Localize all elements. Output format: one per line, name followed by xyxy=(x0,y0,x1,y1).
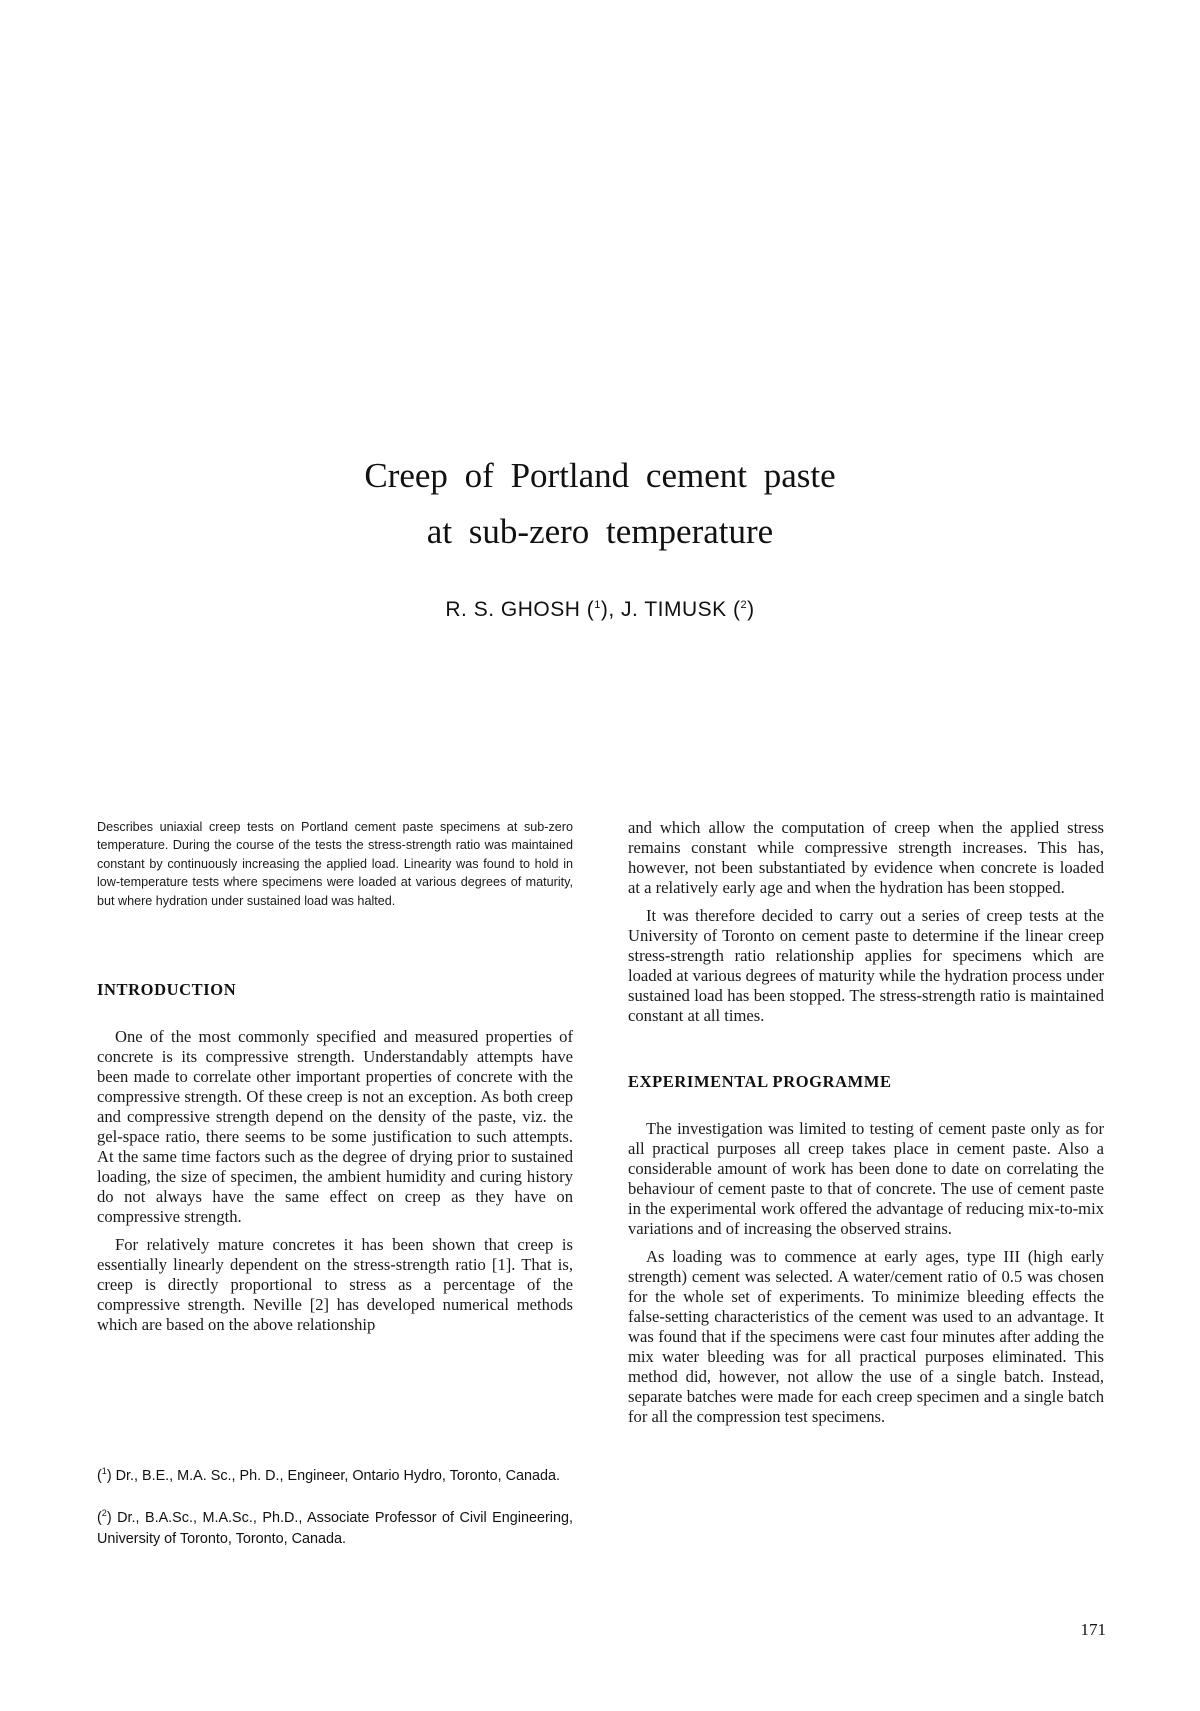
author-1: R. S. GHOSH xyxy=(445,598,581,621)
author-2-footnote-mark: ($^2$) xyxy=(733,598,755,621)
introduction-heading: INTRODUCTION xyxy=(97,980,237,1000)
authors xyxy=(300,598,900,622)
paper-title-line-1: Creep of Portland cement paste xyxy=(364,456,836,495)
footnote-1-text: Dr., B.E., M.A. Sc., Ph. D., Engineer, Ontario Hydro, Toronto, Canada. xyxy=(111,1467,561,1484)
introduction-paragraph-1: One of the most commonly specified and measured properties of concrete is its compressive strength. Understandably attempts have been made to correlate other important properties of concrete with the compressive strength. Of these creep is not an exception. As both creep and compressive strength depend on the density of the paste, viz. the gel-space ratio, there seems to be some justification to such attempts. At the same time factors such as the degree of drying prior to sustained loading, the size of specimen, the ambient humidity and curing history do not always have the same effect on creep as they have on compressive strength. xyxy=(97,1027,573,1227)
paper-title-line-2: at sub-zero temperature xyxy=(426,512,774,551)
footnote-2-text: Dr., B.A.Sc., M.A.Sc., Ph.D., Associate Professor of Civil Engineering, University of Toronto, Toronto, Canada. xyxy=(97,1509,573,1547)
page-number: 171 xyxy=(1080,1620,1106,1639)
experimental-programme-heading: EXPERIMENTAL PROGRAMME xyxy=(628,1072,892,1091)
footnote-1: ($^1$) Dr., B.E., M.A. Sc., Ph. D., Engineer, Ontario Hydro, Toronto, Canada. xyxy=(97,1466,561,1484)
introduction-paragraph-2: For relatively mature concretes it has been shown that creep is essentially linearly dependent on the stress-strength ratio [1]. That is, creep is directly proportional to stress as a percentage of the compressive strength. Neville [2] has developed numerical methods which are based on the above relationship xyxy=(97,1235,573,1335)
footnote-2-mark: 2 xyxy=(101,1508,107,1518)
continued-paragraph: and which allow the computation of creep when the applied stress remains constant while compressive strength increases. This has, however, not been substantiated by evidence when concrete is loaded at a relatively early age and when the hydration has been stopped. xyxy=(628,818,1104,897)
right-paragraph-2: It was therefore decided to carry out a series of creep tests at the University of Toronto on cement paste to determine if the linear creep stress-strength ratio relationship applies for specimens which are loaded at various degrees of maturity while the hydration process under sustained load has been stopped. The stress-strength ratio is maintained constant at all times. xyxy=(628,906,1104,1025)
author-1-footnote-mark: ($^1$) xyxy=(586,598,609,621)
right-column xyxy=(628,818,1104,1427)
experimental-paragraph-2: As loading was to commence at early ages, type III (high early strength) cement was selected. A water/cement ratio of 0.5 was chosen for the whole set of experiments. To minimize bleeding effects the false-setting characteristics of the cement was used to an advantage. It was found that if the specimens were cast four minutes after adding the mix water bleeding was for all practical purposes eliminated. This method did, however, not allow the use of a single batch. Instead, separate batches were made for each creep specimen and a single batch for all the compression test specimens. xyxy=(628,1247,1104,1426)
author-separator: , xyxy=(608,598,622,621)
left-column xyxy=(97,818,573,1335)
author-2: J. TIMUSK xyxy=(621,598,727,621)
footnote-1-mark: 1 xyxy=(101,1466,107,1476)
experimental-paragraph-1: The investigation was limited to testing of cement paste only as for all practical purposes all creep takes place in cement paste. Also a considerable amount of work has been done to date on correlating the behaviour of cement paste to that of concrete. The use of cement paste in the experimental work offered the advantage of reducing mix-to-mix variations and of increasing the observed strains. xyxy=(628,1119,1104,1238)
abstract: Describes uniaxial creep tests on Portland cement paste specimens at sub-zero temperature. During the course of the tests the stress-strength ratio was maintained constant by continuously increasing the applied load. Linearity was found to hold in low-temperature tests where specimens were loaded at various degrees of maturity, but where hydration under sustained load was halted. xyxy=(97,820,573,908)
footnote-2: ($^2$) Dr., B.A.Sc., M.A.Sc., Ph.D., Associate Professor of Civil Engineering, University of Toronto, Toronto, Canada. xyxy=(97,1508,573,1547)
